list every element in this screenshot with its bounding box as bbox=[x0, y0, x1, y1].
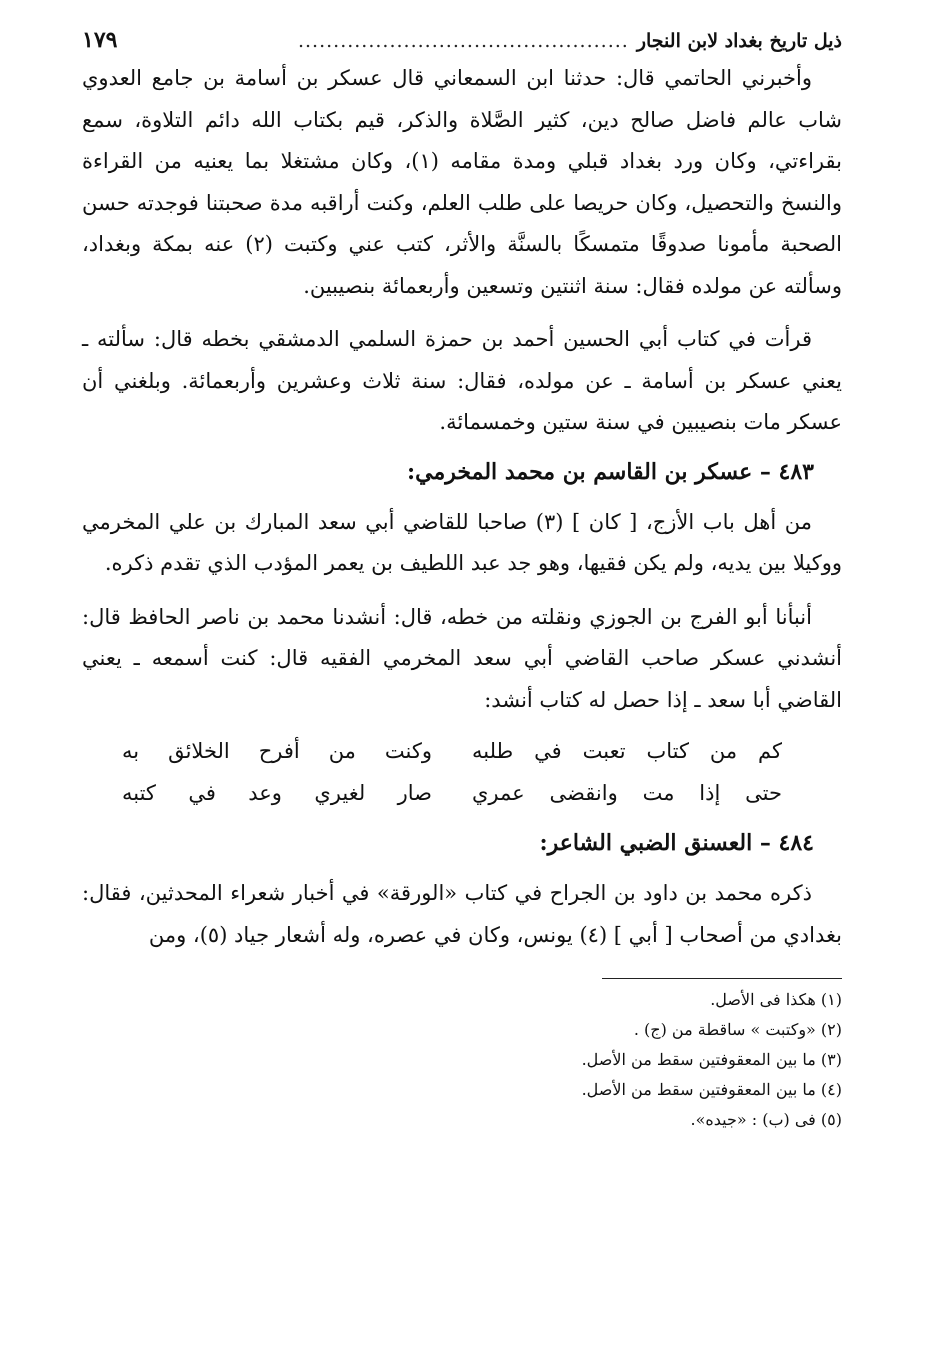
running-header-title: ذيل تاريخ بغداد لابن النجار bbox=[636, 30, 842, 52]
paragraph-hatimi bbox=[82, 58, 842, 307]
running-header bbox=[82, 26, 842, 58]
footnote-5: (٥) فى (ب) : «جيده».‏ bbox=[690, 1110, 842, 1129]
paragraph-entry-483-b bbox=[82, 597, 842, 722]
header-leader-dots: ............................................... bbox=[297, 30, 629, 52]
footnote-4: (٤) ما بين المعقوفتين سقط من الأصل. bbox=[581, 1080, 842, 1099]
poem-verse-1-second: وكنت من أفرح الخلائق به bbox=[122, 739, 432, 763]
paragraph-text: وأخبرني الحاتمي قال: حدثنا ابن السمعاني قال عسكر بن أسامة بن جامع العدوي شاب عالم فاضل صالح دين، كثير الصَّلاة والذكر، قيم بكتاب الله دائم التلاوة، سمع بقراءتي، وكان ورد بغداد قبلي ومدة مقامه (١)، وكان مشتغلا بما يعنيه من القراءة والنسخ والتحصيل، وكان حريصا على طلب العلم، وكنت أراقبه مدة صحبتنا فوجدته حسن الصحبة مأمونا صدوقًا متمسكًا بالسنَّة والأثر، كتب عني وكتبت (٢) عنه بمكة وبغداد، وسألته عن مولده فقال: سنة اثنتين وتسعين وأربعمائة بنصيبين. bbox=[82, 66, 842, 298]
footnote-1: (١) هكذا فى الأصل. bbox=[710, 990, 842, 1009]
footnote-3: (٣) ما بين المعقوفتين سقط من الأصل. bbox=[581, 1050, 842, 1069]
entry-heading-483: ٤٨٣ – عسكر بن القاسم بن محمد المخرمي: bbox=[407, 458, 814, 485]
book-page bbox=[82, 26, 842, 1135]
footnote-divider bbox=[602, 978, 842, 979]
page-number: ١٧٩ bbox=[82, 27, 118, 53]
poem-verse-2-first: حتى إذا مت وانقضى عمري bbox=[472, 781, 782, 805]
paragraph-text: ذكره محمد بن داود بن الجراح في كتاب «الورقة» في أخبار شعراء المحدثين، فقال: بغدادي من أصحاب [ أبي ] (٤) يونس، وكان في عصره، وله أشعار جياد (٥)، ومن bbox=[82, 881, 842, 947]
paragraph-sulami bbox=[82, 319, 842, 444]
entry-heading-484: ٤٨٤ – العسنق الضبي الشاعر: bbox=[539, 830, 814, 856]
paragraph-text: أنبأنا أبو الفرج بن الجوزي ونقلته من خطه، قال: أنشدنا محمد بن ناصر الحافظ قال: أنشدني عسكر صاحب القاضي أبي سعد المخرمي الفقيه قال: كنت أسمعه ـ يعني القاضي أبا سعد ـ إذا حصل له كتاب أنشد: bbox=[82, 604, 842, 712]
paragraph-text: من أهل باب الأزج، [ كان ] (٣) صاحبا للقاضي أبي سعد المبارك بن علي المخرمي ووكيلا بين يديه، ولم يكن فقيها، وهو جد عبد اللطيف بن يعمر المؤدب الذي تقدم ذكره. bbox=[82, 509, 842, 575]
paragraph-text: قرأت في كتاب أبي الحسين أحمد بن حمزة السلمي الدمشقي بخطه قال: سألته ـ يعني عسكر بن أسامة ـ عن مولده، فقال: سنة ثلاث وعشرين وأربعمائة. وبلغني أن عسكر مات بنصيبين في سنة ستين وخمسمائة. bbox=[82, 327, 842, 434]
paragraph-entry-484 bbox=[82, 873, 842, 956]
paragraph-entry-483-a bbox=[82, 502, 842, 585]
poem-verse-2-second: صار لغيري وعد في كتبه bbox=[122, 781, 432, 805]
footnote-2: (٢) «وكتبت » ساقطة من (ج) . bbox=[633, 1020, 842, 1039]
poem bbox=[122, 731, 782, 813]
footnotes bbox=[82, 985, 842, 1135]
poem-verse-1-first: كم من كتاب تعبت في طلبه bbox=[472, 739, 782, 763]
